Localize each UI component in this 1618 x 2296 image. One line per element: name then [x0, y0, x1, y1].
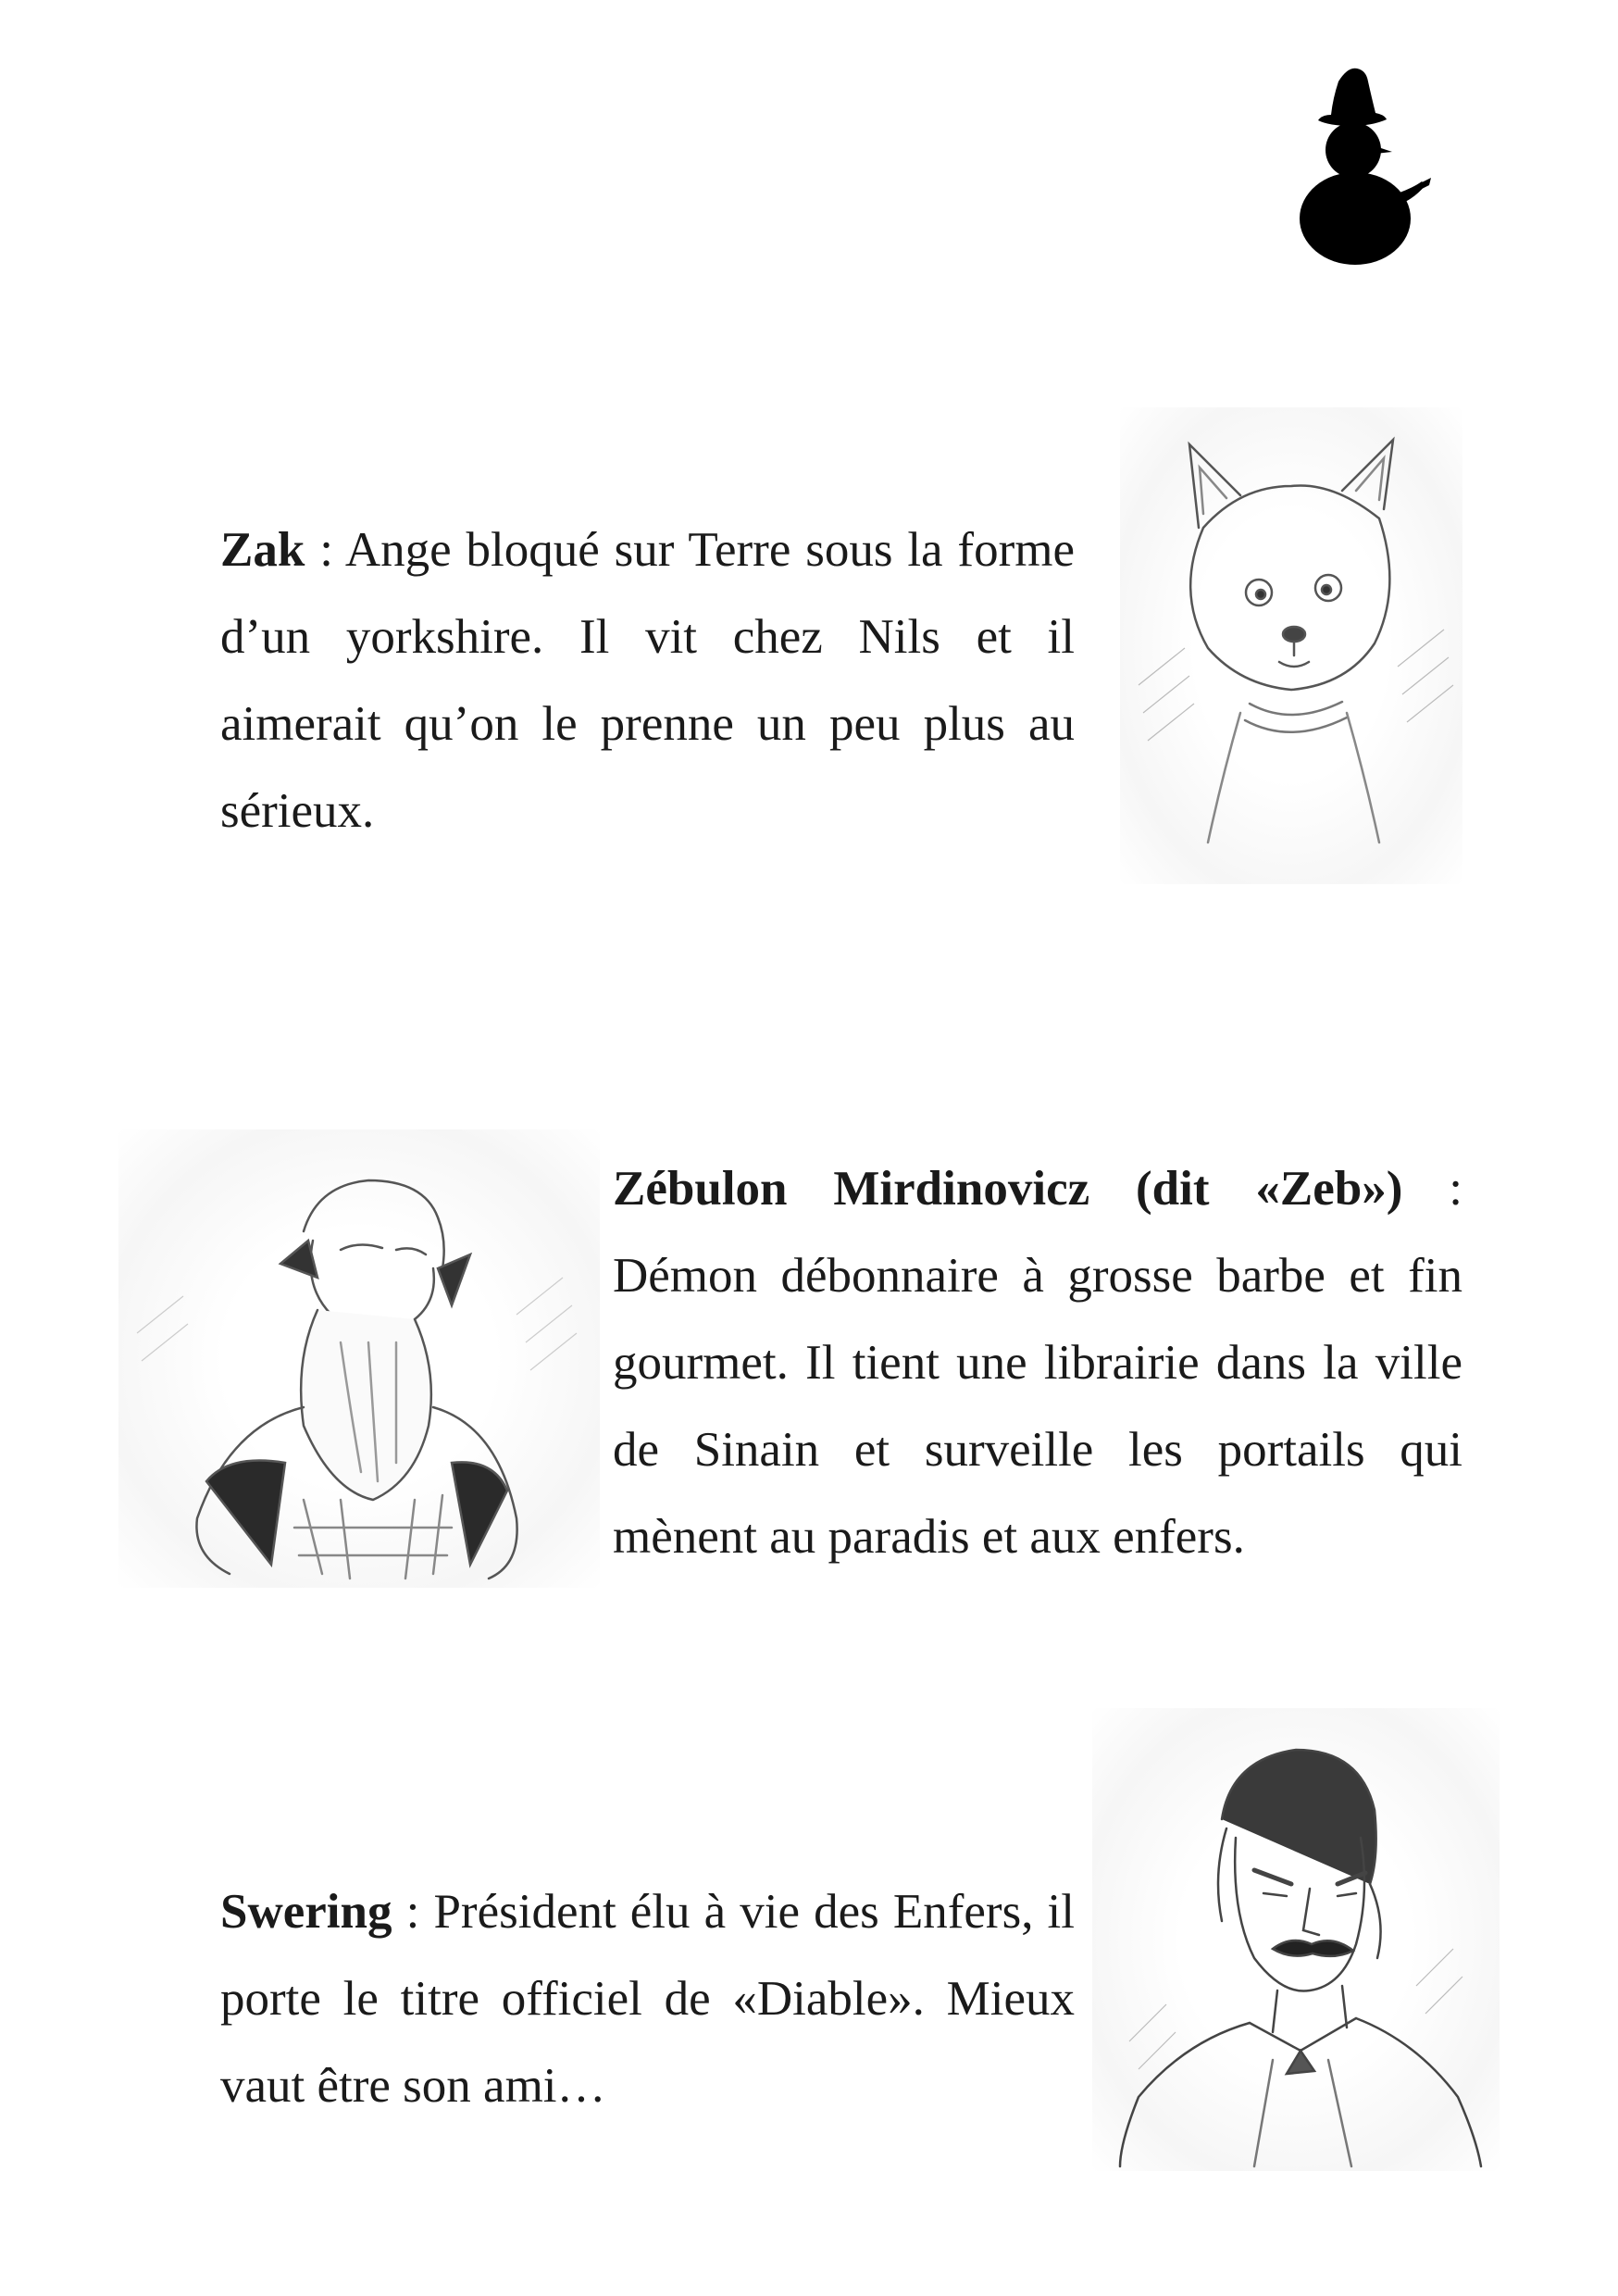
- character-name: Zébulon Mirdinovicz (dit «Zeb»): [613, 1162, 1403, 1216]
- zeb-portrait-drawing: [118, 1129, 600, 1588]
- swering-portrait-drawing: [1092, 1708, 1500, 2171]
- separator: :: [1402, 1162, 1462, 1216]
- character-name: Swering: [220, 1885, 392, 1939]
- separator: :: [392, 1885, 434, 1939]
- character-entry-zeb: [613, 1145, 1462, 1580]
- character-entry-zak: [220, 506, 1075, 855]
- character-entry-swering: [220, 1868, 1075, 2129]
- character-description: Président élu à vie des Enfers, il porte le titre officiel de «Diable». Mieux vaut être son ami…: [220, 1885, 1075, 2113]
- character-name: Zak: [220, 523, 305, 577]
- separator: :: [305, 523, 345, 577]
- snowman-silhouette-icon: [1296, 61, 1435, 265]
- character-description: Ange bloqué sur Terre sous la forme d’un yorkshire. Il vit chez Nils et il aimerait qu’on le prenne un peu plus au sérieux.: [220, 523, 1075, 838]
- zak-portrait-drawing: [1120, 407, 1462, 884]
- character-description: Démon débonnaire à grosse barbe et fin gourmet. Il tient une librairie dans la ville de Sinain et surveille les portails qui mènent au paradis et aux enfers.: [613, 1249, 1462, 1564]
